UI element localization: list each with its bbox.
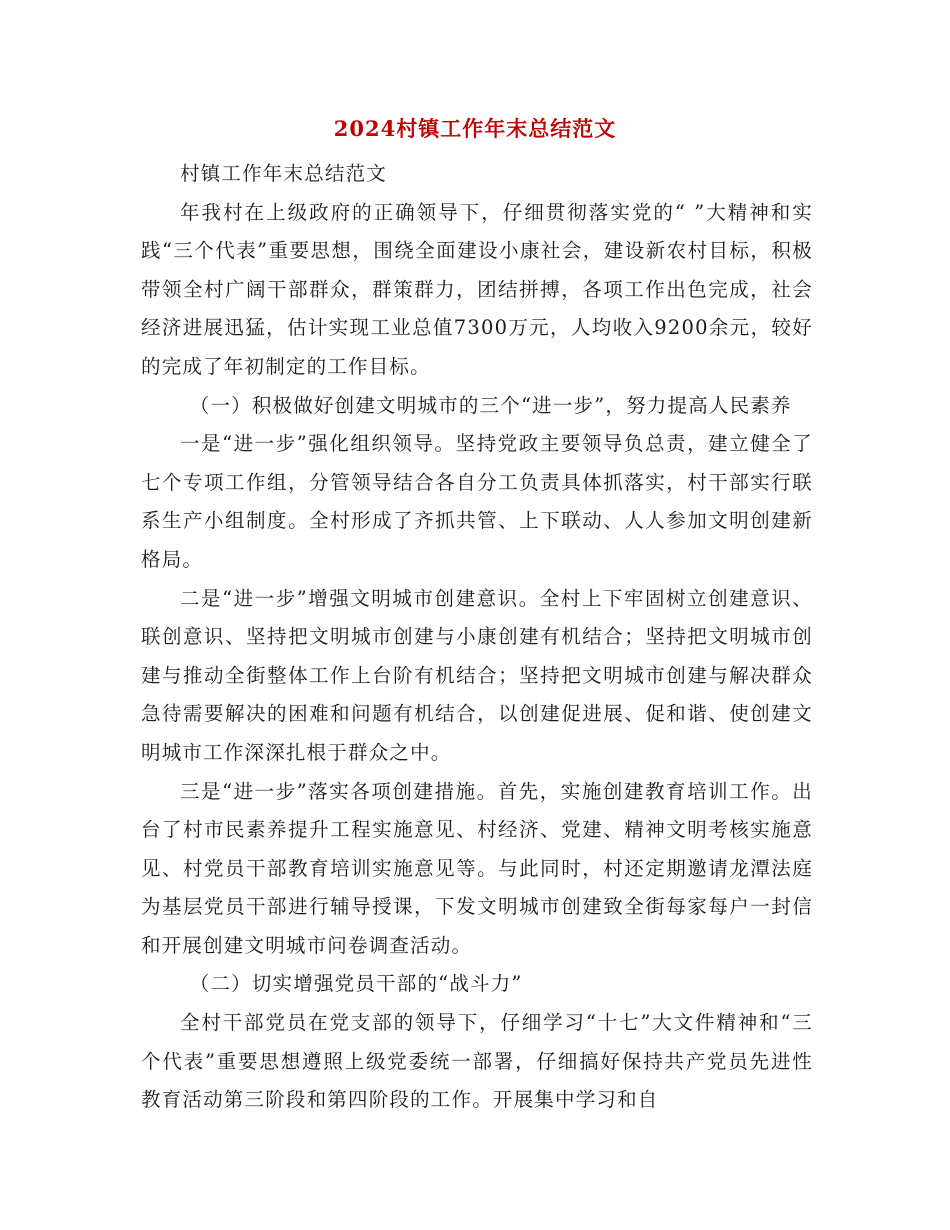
- section-heading-2: （二）切实增强党员干部的“战斗力”: [189, 972, 523, 996]
- paragraph-point-1: 一是“进一步”强化组织领导。坚持党政主要领导负总责，建立健全了七个专项工作组，分管领导结合各自分工负责具体抓落实，村干部实行联系生产小组制度。全村形成了齐抓共管、上下联动、人人参加文明创建新格局。: [141, 432, 813, 571]
- paragraph-point-3: 三是“进一步”落实各项创建措施。首先，实施创建教育培训工作。出台了村市民素养提升工程实施意见、村经济、党建、精神文明考核实施意见、村党员干部教育培训实施意见等。与此同时，村还定期邀请龙潭法庭为基层党员干部进行辅导授课，下发文明城市创建致全街每家每户一封信和开展创建文明城市问卷调查活动。: [141, 779, 813, 957]
- document-title: 2024村镇工作年末总结范文: [333, 116, 617, 141]
- section-heading-1: （一）积极做好创建文明城市的三个“进一步”，努力提高人民素养: [189, 393, 792, 417]
- paragraph-heading: 村镇工作年末总结范文: [180, 162, 388, 185]
- paragraph-point-2: 二是“进一步”增强文明城市创建意识。全村上下牢固树立创建意识、联创意识、坚持把文明城市创建与小康创建有机结合；坚持把文明城市创建与推动全街整体工作上台阶有机结合；坚持把文明城市创建与解决群众急待需要解决的困难和问题有机结合，以创建促进展、促和谐、使创建文明城市工作深深扎根于群众之中。: [141, 586, 813, 764]
- paragraph-party: 全村干部党员在党支部的领导下，仔细学习“十七”大文件精神和“三个代表”重要思想遵照上级党委统一部署，仔细搞好保持共产党员先进性教育活动第三阶段和第四阶段的工作。开展集中学习和自: [141, 1011, 813, 1112]
- document-body: [141, 155, 813, 1120]
- paragraph-intro: 年我村在上级政府的正确领导下，仔细贯彻落实党的“ ”大精神和实践“三个代表”重要思想，围绕全面建设小康社会，建设新农村目标，积极带领全村广阔干部群众，群策群力，团结拼搏，各项工作出色完成，社会经济进展迅猛，估计实现工业总值7300万元，人均收入9200余元，较好的完成了年初制定的工作目标。: [141, 200, 813, 378]
